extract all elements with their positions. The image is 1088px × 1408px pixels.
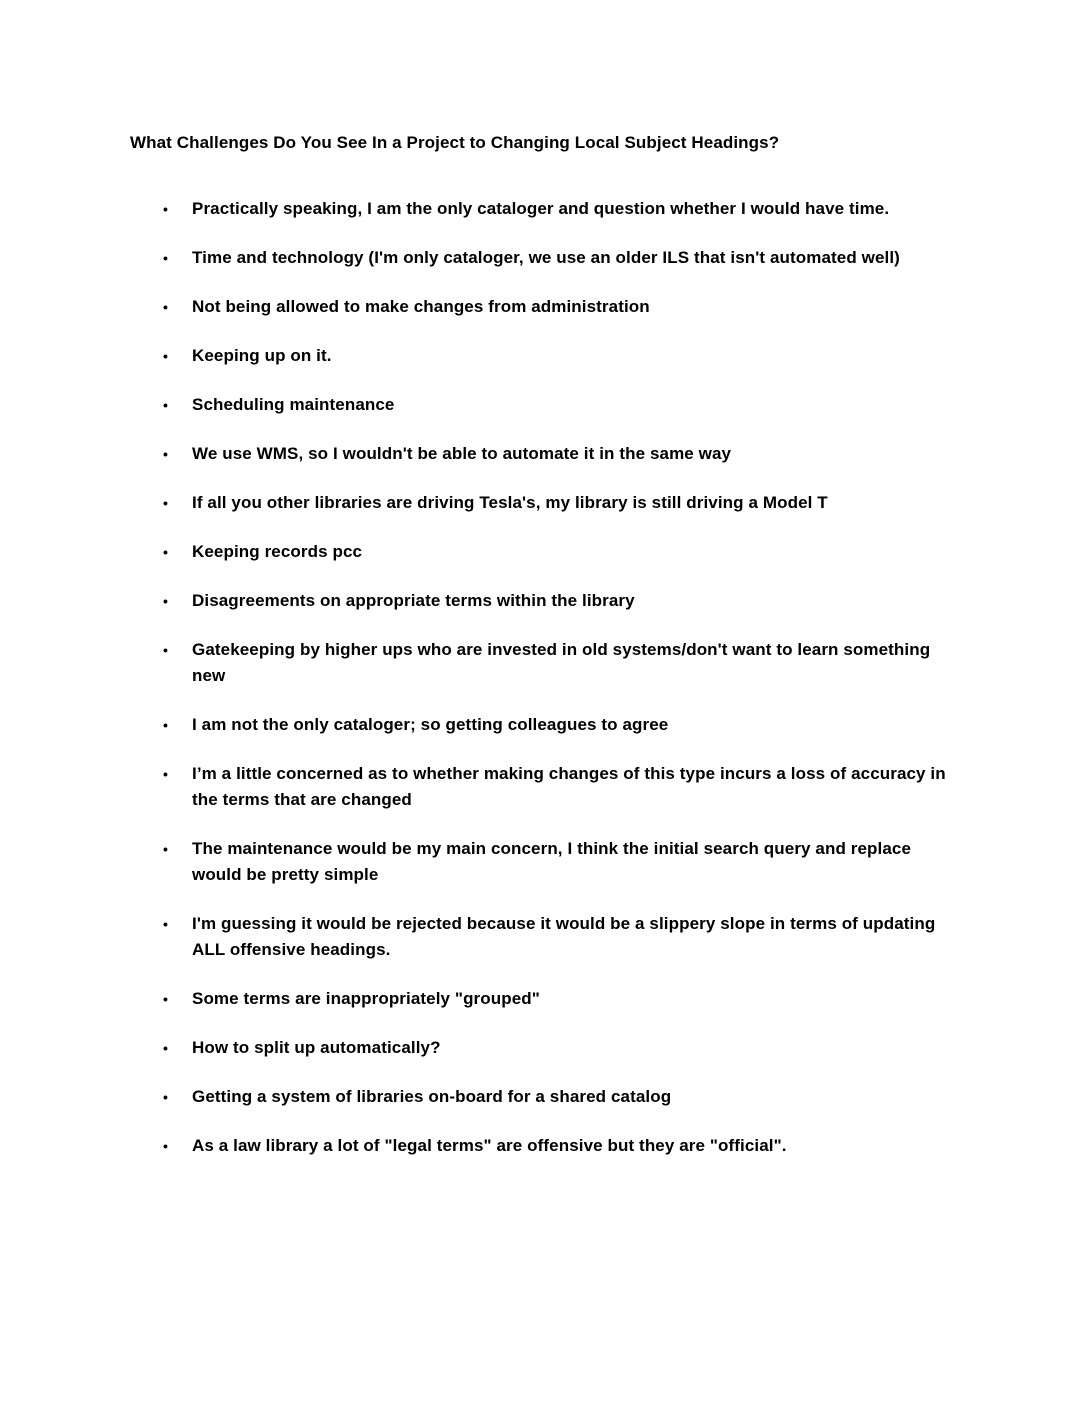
list-item bbox=[163, 1035, 948, 1061]
list-item-text: I'm guessing it would be rejected because it would be a slippery slope in terms of updating ALL offensive headings. bbox=[192, 914, 936, 959]
bullet-icon: • bbox=[163, 916, 169, 932]
list-item bbox=[163, 441, 948, 467]
list-item bbox=[163, 343, 948, 369]
list-item-text: If all you other libraries are driving Tesla's, my library is still driving a Model T bbox=[192, 493, 828, 512]
list-item-text: Gatekeeping by higher ups who are invested in old systems/don't want to learn something new bbox=[192, 640, 931, 685]
list-item bbox=[163, 1133, 948, 1159]
challenges-list bbox=[130, 196, 948, 1159]
bullet-icon: • bbox=[163, 544, 169, 560]
list-item bbox=[163, 245, 948, 271]
bullet-icon: • bbox=[163, 397, 169, 413]
bullet-icon: • bbox=[163, 250, 169, 266]
bullet-icon: • bbox=[163, 348, 169, 364]
bullet-icon: • bbox=[163, 1138, 169, 1154]
list-item bbox=[163, 637, 948, 689]
list-item-text: Keeping up on it. bbox=[192, 346, 332, 365]
list-item-text: I’m a little concerned as to whether making changes of this type incurs a loss of accuracy in the terms that are changed bbox=[192, 764, 946, 809]
bullet-icon: • bbox=[163, 1089, 169, 1105]
list-item-text: I am not the only cataloger; so getting colleagues to agree bbox=[192, 715, 669, 734]
list-item bbox=[163, 539, 948, 565]
list-item bbox=[163, 761, 948, 813]
bullet-icon: • bbox=[163, 446, 169, 462]
bullet-icon: • bbox=[163, 299, 169, 315]
bullet-icon: • bbox=[163, 201, 169, 217]
list-item-text: Time and technology (I'm only cataloger, we use an older ILS that isn't automated well) bbox=[192, 248, 900, 267]
bullet-icon: • bbox=[163, 991, 169, 1007]
bullet-icon: • bbox=[163, 495, 169, 511]
list-item-text: Getting a system of libraries on-board for a shared catalog bbox=[192, 1087, 672, 1106]
list-item bbox=[163, 490, 948, 516]
list-item-text: We use WMS, so I wouldn't be able to automate it in the same way bbox=[192, 444, 732, 463]
bullet-icon: • bbox=[163, 1040, 169, 1056]
bullet-icon: • bbox=[163, 593, 169, 609]
page-title: What Challenges Do You See In a Project to Changing Local Subject Headings? bbox=[130, 133, 780, 152]
bullet-icon: • bbox=[163, 642, 169, 658]
list-item-text: Some terms are inappropriately "grouped" bbox=[192, 989, 540, 1008]
list-item bbox=[163, 911, 948, 963]
list-item-text: Scheduling maintenance bbox=[192, 395, 395, 414]
bullet-icon: • bbox=[163, 841, 169, 857]
list-item-text: Not being allowed to make changes from administration bbox=[192, 297, 650, 316]
list-item bbox=[163, 1084, 948, 1110]
list-item bbox=[163, 294, 948, 320]
list-item bbox=[163, 196, 948, 222]
list-item bbox=[163, 392, 948, 418]
list-item-text: Disagreements on appropriate terms within the library bbox=[192, 591, 635, 610]
list-item bbox=[163, 836, 948, 888]
list-item-text: As a law library a lot of "legal terms" are offensive but they are "official". bbox=[192, 1136, 787, 1155]
list-item-text: Keeping records pcc bbox=[192, 542, 363, 561]
list-item bbox=[163, 986, 948, 1012]
list-item bbox=[163, 712, 948, 738]
list-item-text: The maintenance would be my main concern, I think the initial search query and replace would be pretty simple bbox=[192, 839, 912, 884]
list-item-text: Practically speaking, I am the only cataloger and question whether I would have time. bbox=[192, 199, 890, 218]
list-item bbox=[163, 588, 948, 614]
list-item-text: How to split up automatically? bbox=[192, 1038, 441, 1057]
bullet-icon: • bbox=[163, 717, 169, 733]
bullet-icon: • bbox=[163, 766, 169, 782]
